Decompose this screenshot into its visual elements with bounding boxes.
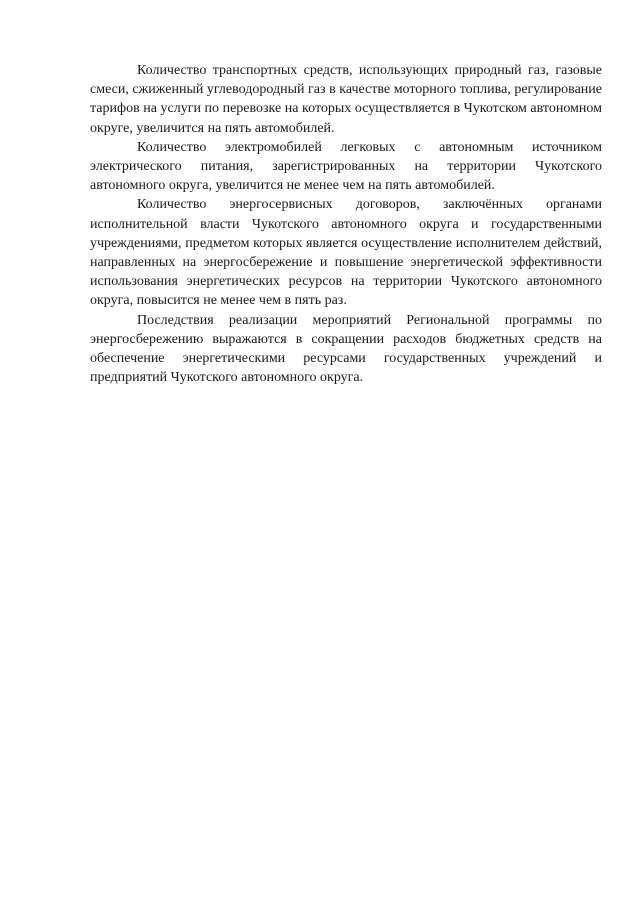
document-body	[90, 61, 602, 387]
paragraph-electric-vehicles: Количество электромобилей легковых с автономным источником электрического питания, зарегистрированных на территории Чукотского автономного округа, увеличится не менее чем на пять автомобилей.	[90, 139, 602, 194]
paragraph-energy-service-contracts: Количество энергосервисных договоров, заключённых органами исполнительной власти Чукотского автономного округа и государственными учреждениями, предметом которых является осуществление исполнителем действий, направленных на энергосбережение и повышение энергетической эффективности использования энергетических ресурсов на территории Чукотского автономного округа, повысится не менее чем в пять раз.	[90, 197, 602, 309]
paragraph-gas-vehicles: Количество транспортных средств, использующих природный газ, газовые смеси, сжиженный углеводородный газ в качестве моторного топлива, регулирование тарифов на услуги по перевозке на которых осуществляется в Чукотском автономном округе, увеличится на пять автомобилей.	[90, 63, 602, 136]
paragraph-program-consequences: Последствия реализации мероприятий Региональной программы по энергосбережению выражаются в сокращении расходов бюджетных средств на обеспечение энергетическими ресурсами государственных учреждений и предприятий Чукотского автономного округа.	[90, 312, 602, 386]
